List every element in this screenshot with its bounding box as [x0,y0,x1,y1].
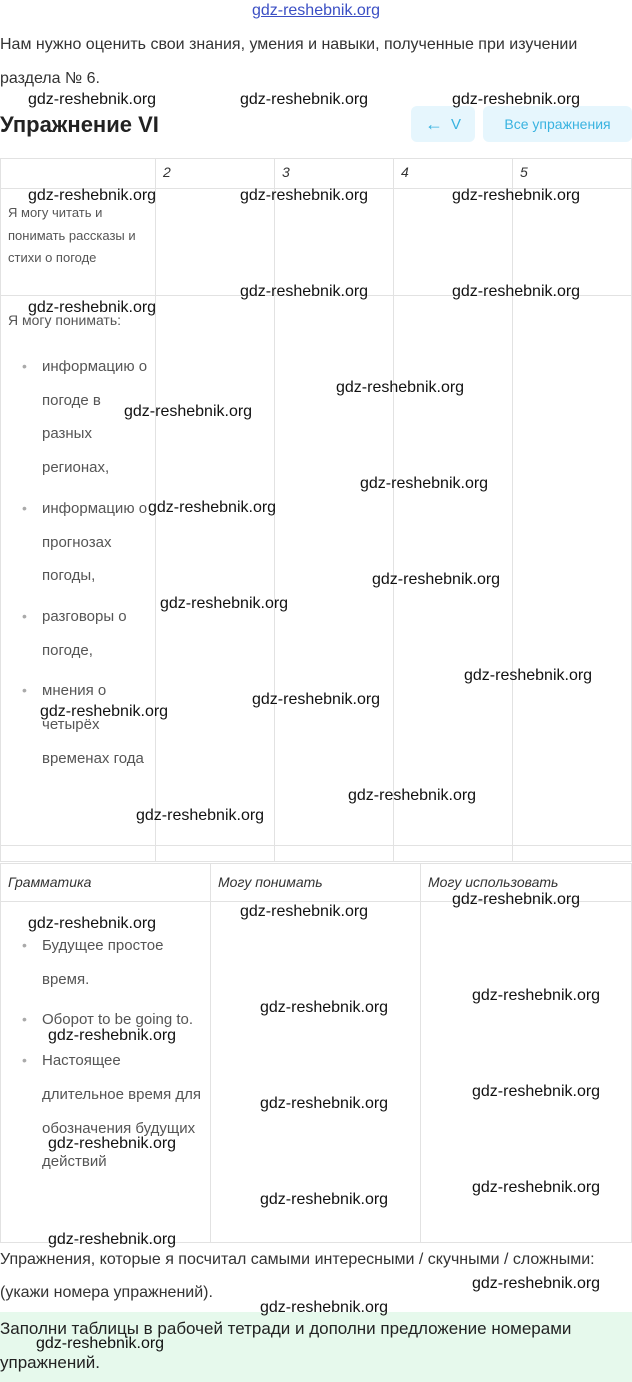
watermark: gdz-reshebnik.org [336,379,465,396]
column-header-understand: Могу понимать [218,874,323,890]
list-item-text: Оборот to be going to. [42,1011,194,1029]
list-item-text: информацию о прогнозах погоды, [42,499,148,585]
watermark: gdz-reshebnik.org [260,1191,389,1208]
watermark: gdz-reshebnik.org [464,667,593,684]
watermark: gdz-reshebnik.org [124,403,253,420]
watermark: gdz-reshebnik.org [252,691,381,708]
list-item [0,600,155,667]
watermark: gdz-reshebnik.org [28,187,157,204]
table-border [0,863,632,864]
watermark: gdz-reshebnik.org [28,91,157,108]
column-header-5: 5 [520,164,528,180]
watermark: gdz-reshebnik.org [48,1135,177,1152]
watermark: gdz-reshebnik.org [136,807,265,824]
bullet-icon: • [22,607,27,624]
list-item-text: разговоры о погоде, [42,607,127,659]
list-item [0,492,155,593]
self-assessment-table [0,158,632,862]
watermark: gdz-reshebnik.org [452,891,581,908]
skill-understanding-heading: Я могу понимать: [8,312,122,328]
list-item [0,674,155,775]
all-exercises-label: Все упражнения [504,116,611,132]
site-logo[interactable]: gdz-reshebnik.org [251,2,381,19]
watermark: gdz-reshebnik.org [36,1335,165,1352]
list-item [0,929,210,996]
prev-exercise-label: V [450,115,461,133]
list-item-text: Настоящее длительное время для обозначения будущих действий [42,1052,202,1171]
watermark: gdz-reshebnik.org [260,999,389,1016]
list-item-text: информацию о погоде в разных регионах, [42,358,148,477]
column-header-use: Могу использовать [428,874,559,890]
list-item-text: мнения о четырёх временах года [42,682,144,767]
table-border [420,863,421,1243]
bullet-icon: • [22,682,27,699]
table-border [0,861,632,862]
watermark: gdz-reshebnik.org [40,703,169,720]
bullet-icon: • [22,358,27,374]
watermark: gdz-reshebnik.org [240,187,369,204]
table-border [210,863,211,1243]
watermark: gdz-reshebnik.org [472,987,601,1004]
table-border [393,158,394,862]
watermark: gdz-reshebnik.org [372,571,501,588]
watermark: gdz-reshebnik.org [240,91,369,108]
column-header-2: 2 [163,164,171,180]
table-border [0,158,632,159]
list-item [0,1044,210,1179]
watermark: gdz-reshebnik.org [452,91,581,108]
watermark: gdz-reshebnik.org [48,1027,177,1044]
arrow-left-icon: ← [424,114,443,134]
column-header-4: 4 [401,164,409,180]
watermark: gdz-reshebnik.org [48,1231,177,1248]
table-border [0,845,632,846]
watermark: gdz-reshebnik.org [260,1299,389,1316]
watermark: gdz-reshebnik.org [452,187,581,204]
bullet-icon: • [22,937,27,953]
intro-text: Нам нужно оценить свои знания, умения и навыки, полученные при изучении раздела № 6. [0,36,578,87]
skill-reading: Я могу читать и понимать рассказы и стихи о погоде [8,205,136,265]
watermark: gdz-reshebnik.org [240,283,369,300]
watermark: gdz-reshebnik.org [160,595,289,612]
note-text: Заполни таблицы в рабочей тетради и дополни предложение номерами упражнений. [0,1319,572,1372]
watermark: gdz-reshebnik.org [240,903,369,920]
table-border [512,158,513,862]
list-item-text: Будущее простое время. [42,937,164,988]
watermark: gdz-reshebnik.org [260,1095,389,1112]
exercise-title: Упражнение VI [0,112,159,137]
watermark: gdz-reshebnik.org [348,787,477,804]
exercises-sentence: Упражнения, которые я посчитал самыми интересными / скучными / сложными: (укажи номера упражнений). [0,1251,595,1301]
watermark: gdz-reshebnik.org [360,475,489,492]
watermark: gdz-reshebnik.org [148,499,277,516]
column-header-3: 3 [282,164,290,180]
bullet-icon: • [22,1011,27,1028]
watermark: gdz-reshebnik.org [28,915,157,932]
watermark: gdz-reshebnik.org [472,1083,601,1100]
bullet-icon: • [22,499,27,516]
watermark: gdz-reshebnik.org [472,1179,601,1196]
column-header-grammar: Грамматика [8,874,92,890]
watermark: gdz-reshebnik.org [28,299,157,316]
all-exercises-button[interactable] [483,106,632,142]
prev-exercise-button[interactable] [411,106,475,142]
watermark: gdz-reshebnik.org [452,283,581,300]
bullet-icon: • [22,1052,27,1069]
watermark: gdz-reshebnik.org [472,1275,601,1292]
